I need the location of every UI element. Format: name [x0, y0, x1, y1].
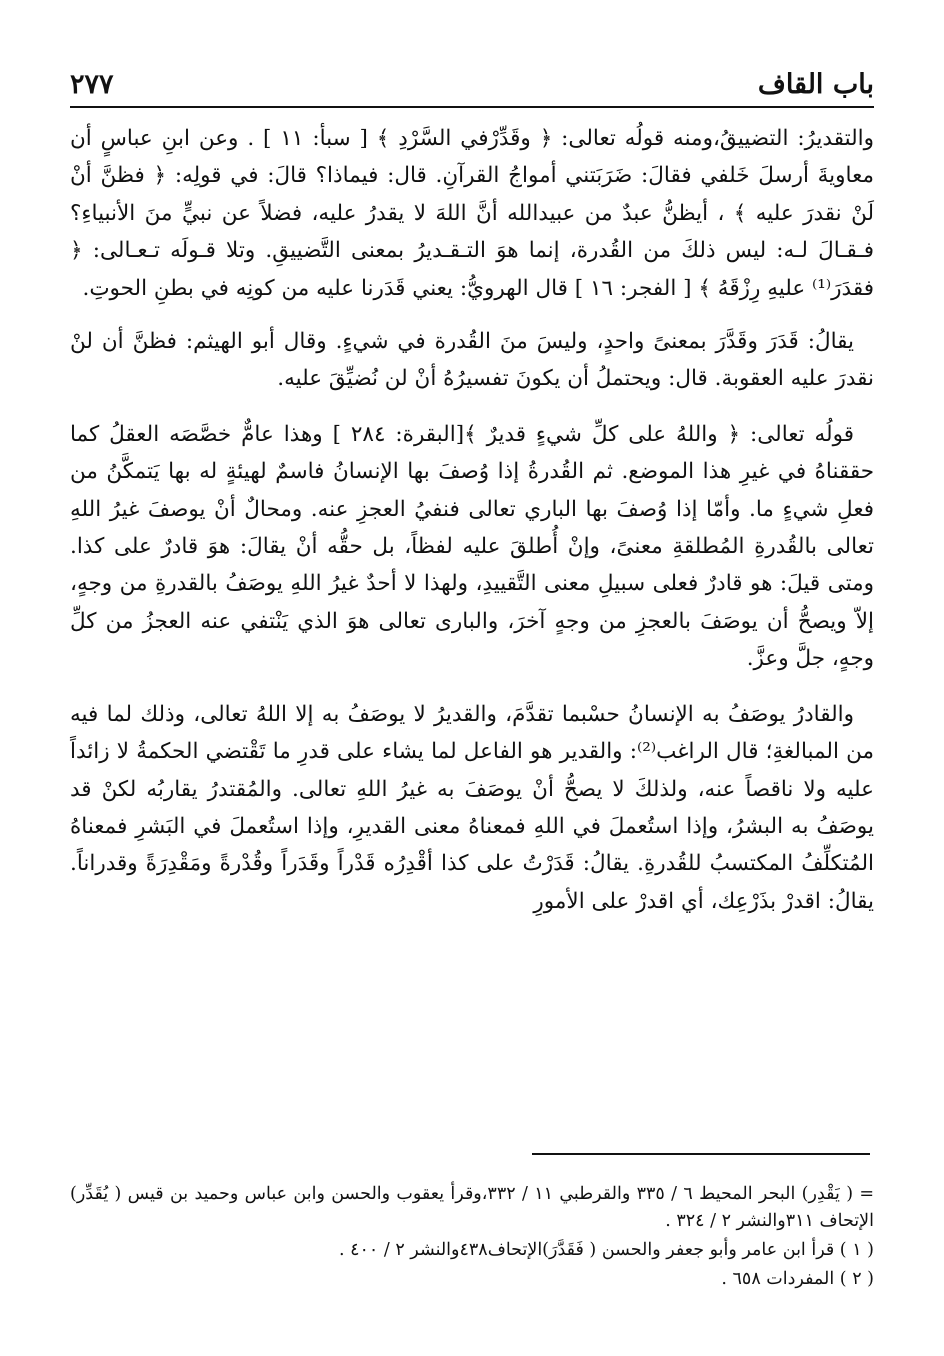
chapter-title: باب القاف — [757, 69, 874, 100]
main-text — [70, 120, 874, 938]
footnote-separator — [532, 1153, 870, 1155]
footnote: ( ١ ) قرأ ابن عامر وأبو جعفر والحسن ( فَقَدَّرَ)الإتحاف٤٣٨والنشر ٢ / ٤٠٠ . — [338, 1240, 874, 1260]
page-number: ٢٧٧ — [70, 69, 114, 100]
paragraph: يقالُ: قَدَرَ وقَدَّرَ بمعنىً واحدٍ، وليسَ منَ القُدرة في شيءٍ. وقال أبو الهيثم: فظنَّ أن لنْ نقدرَ عليه العقوبة. قال: ويحتملُ أن يكونَ تفسيرُهُ أنْ لن نُضيِّقَ عليه. — [70, 329, 874, 392]
footnote: = ( يَقْدِر) البحر المحيط ٦ / ٣٣٥ والقرطبي ١١ / ٣٣٢،وقرأ يعقوب والحسن وابن عباس وحميد بن قيس ( يُقَدِّر) الإتحاف ٣١١والنشر ٢ / ٣٢٤ . — [70, 1184, 875, 1231]
footnotes — [70, 1181, 874, 1295]
footnote: ( ٢ ) المفردات ٦٥٨ . — [721, 1269, 874, 1289]
paragraph: قولُه تعالى: ﴿ واللهُ على كلِّ شيءٍ قديرٌ ﴾[البقرة: ٢٨٤ ] وهذا عامٌّ خصَّصَه العقلُ كما حققناهُ في غيرِ هذا الموضع. ثم القُدرةُ إذا وُصفَ بها الإنسانُ فاسمٌ لهيئةٍ له بها يَتمكَّنُ من فعلِ شيءٍ ما. وأمّا إذا وُصفَ بها الباري تعالى فنفيُ العجزِ عنه. ومحالٌ أنْ يوصفَ غيرُ اللهِ تعالى بالقُدرةِ المُطلقةِ معنىً، وإنْ أُطلقَ عليه لفظاً، بل حقُّه أنْ يقالَ: هوَ قادرٌ على كذا. ومتى قيلَ: هو قادرٌ فعلى سبيلِ معنى التَّقييدِ، ولهذا لا أحدٌ غيرُ اللهِ يوصَفُ بالقدرةِ من وجهٍ، إلاّ ويصحُّ أن يوصَفَ بالعجزِ من وجهٍ آخرَ، والبارى تعالى هوَ الذي يَنْتفي عنه العجزُ من كلِّ وجهٍ، جلَّ وعزَّ. — [70, 421, 874, 672]
paragraph: والقادرُ يوصَفُ به الإنسانُ حسْبما تقدَّمَ، والقديرُ لا يوصَفُ به إلا اللهُ تعالى، وذلك لما فيه من المبالغةِ؛ قال الراغب⁽²⁾: والقدير هو الفاعل لما يشاء على قدرِ ما تَقْتضي الحكمةُ لا زائداً عليه ولا ناقصاً عنه، ولذلكَ لا يصحُّ أنْ يوصَفَ به غيرُ اللهِ تعالى. والمُقتدرُ يقاربُه لكنْ قد يوصَفُ به البشرُ، وإذا استُعملَ في اللهِ فمعناهُ معنى القديرِ، وإذا استُعملَ في البَشرِ فمعناهُ المُتكلِّفُ المكتسبُ للقُدرةِ. يقالُ: قَدَرْتُ على كذا أقْدِرُه قَدْراً وقَدَراً وقُدْرةً ومَقْدِرَةً وقدراناً. يقالُ: اقدرْ بذَرْعِك، أي اقدرْ على الأمورِ — [70, 701, 874, 914]
page-header — [70, 62, 874, 108]
paragraph: والتقديرُ: التضييقُ،ومنه قولُه تعالى: ﴿ وقَدِّرْفي السَّرْدِ ﴾ [ سبأ: ١١ ] . وعن ابنِ عباسٍ أن معاويةَ أرسلَ خَلفي فقالَ: ضَرَبَتني أمواجُ القرآنِ. قال: فيماذا؟ قالَ: في قولِه: ﴿ فظنَّ أنْ لَنْ نقدرَ عليه ﴾ ، أيظنُّ عبدٌ من عبيدالله أنَّ اللهَ لا يقدرُ عليه، فضلاً عن نبيٍّ منَ الأنبياءِ؟ فـقـالَ لـه: ليس ذلكَ من القُدرة، إنما هوَ التـقـديرُ بمعنى التَّضييقِ. وتلا قـولَه تـعـالى: ﴿ فقدَرَ⁽¹⁾ عليهِ رِزْقَهُ ﴾ [ الفجر: ١٦ ] قال الهرويُّ: يعني قَدَرنا عليه من كونِه في بطنِ الحوتِ. — [70, 126, 874, 301]
